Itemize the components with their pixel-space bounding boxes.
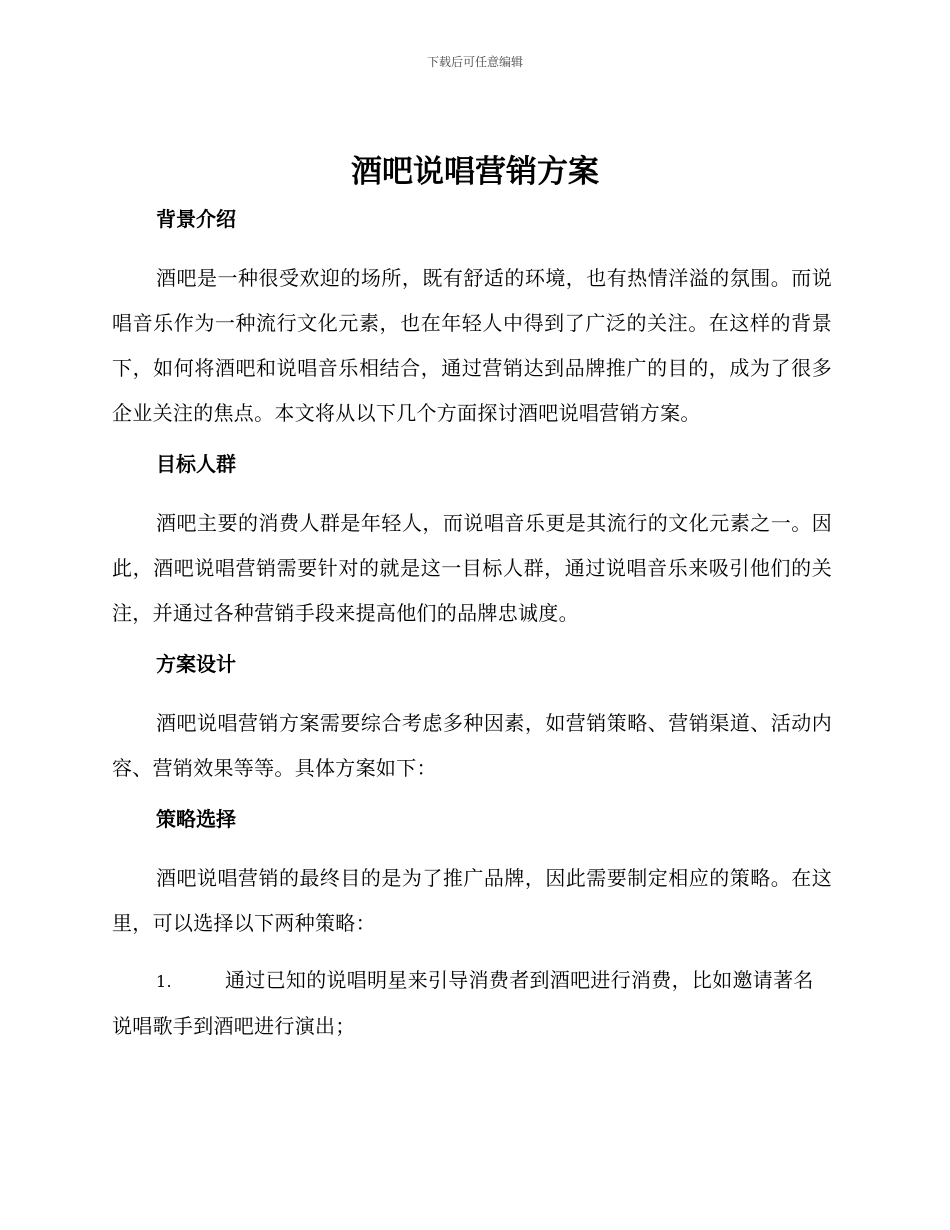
- section-heading-strategy: 策略选择: [156, 807, 236, 831]
- section-heading-target-audience: 目标人群: [156, 452, 236, 476]
- section-paragraph-plan-design: 酒吧说唱营销方案需要综合考虑多种因素，如营销策略、营销渠道、活动内容、营销效果等等。具体方案如下：: [112, 711, 832, 780]
- header-note: 下载后可任意编辑: [426, 55, 523, 69]
- section-heading-background: 背景介绍: [156, 207, 236, 231]
- list-item-number: 1.: [156, 972, 172, 991]
- section-heading-plan-design: 方案设计: [156, 652, 236, 676]
- list-item-text: 通过已知的说唱明星来引导消费者到酒吧进行消费，比如邀请著名说唱歌手到酒吧进行演出；: [112, 968, 814, 1038]
- document-title: 酒吧说唱营销方案: [351, 154, 599, 190]
- section-paragraph-target-audience: 酒吧主要的消费人群是年轻人，而说唱音乐更是其流行的文化元素之一。因此，酒吧说唱营销需要针对的就是这一目标人群，通过说唱音乐来吸引他们的关注，并通过各种营销手段来提高他们的品牌忠诚度。: [112, 511, 832, 625]
- section-paragraph-background: 酒吧是一种很受欢迎的场所，既有舒适的环境，也有热情洋溢的氛围。而说唱音乐作为一种流行文化元素，也在年轻人中得到了广泛的关注。在这样的背景下，如何将酒吧和说唱音乐相结合，通过营销达到品牌推广的目的，成为了很多企业关注的焦点。本文将从以下几个方面探讨酒吧说唱营销方案。: [112, 266, 832, 425]
- section-paragraph-strategy: 酒吧说唱营销的最终目的是为了推广品牌，因此需要制定相应的策略。在这里，可以选择以下两种策略：: [112, 866, 832, 935]
- list-item: [112, 958, 832, 1048]
- document-body: [112, 203, 832, 1048]
